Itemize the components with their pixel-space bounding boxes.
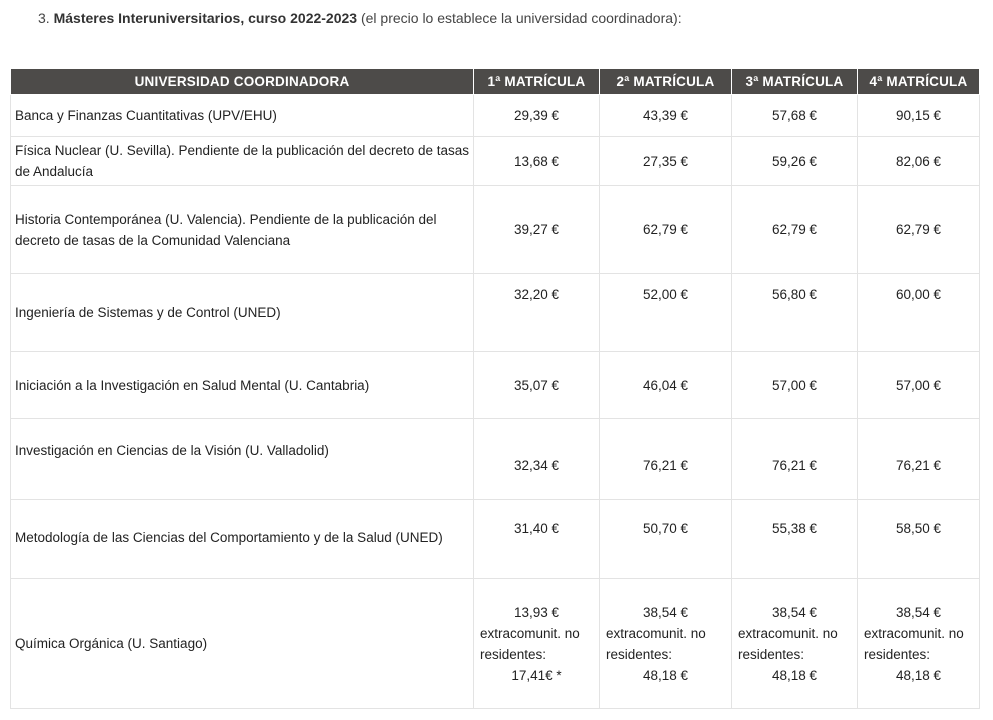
price-cell: 32,34 € xyxy=(474,419,600,500)
price-cell: 60,00 € xyxy=(858,274,980,352)
row-name: Química Orgánica (U. Santiago) xyxy=(11,579,474,709)
price-cell: 52,00 € xyxy=(600,274,732,352)
price-cell: 50,70 € xyxy=(600,500,732,579)
row-name: Física Nuclear (U. Sevilla). Pendiente de la publicación del decreto de tasas de Andalucía xyxy=(11,137,474,186)
price-extra: 48,18 € xyxy=(895,667,942,683)
table-row xyxy=(11,95,980,137)
table-row xyxy=(11,186,980,274)
price-cell: 57,68 € xyxy=(732,95,858,137)
residentes-label: residentes: xyxy=(480,646,547,662)
price-cell: 31,40 € xyxy=(474,500,600,579)
price-base: 13,93 € xyxy=(513,604,560,620)
price-base: 38,54 € xyxy=(771,604,818,620)
price-extra: 48,18 € xyxy=(642,667,689,683)
price-cell: 59,26 € xyxy=(732,137,858,186)
row-name: Iniciación a la Investigación en Salud Mental (U. Cantabria) xyxy=(11,352,474,419)
header-matricula-3: 3ª MATRÍCULA xyxy=(732,69,858,95)
price-cell-extracomunit xyxy=(858,579,980,709)
price-cell: 76,21 € xyxy=(732,419,858,500)
price-cell-extracomunit xyxy=(474,579,600,709)
table-row xyxy=(11,419,980,500)
table-row xyxy=(11,274,980,352)
price-cell: 57,00 € xyxy=(858,352,980,419)
table-row xyxy=(11,137,980,186)
header-matricula-2: 2ª MATRÍCULA xyxy=(600,69,732,95)
section-number: 3. xyxy=(38,10,50,26)
row-name: Historia Contemporánea (U. Valencia). Pendiente de la publicación del decreto de tasas de la Comunidad Valenciana xyxy=(11,186,474,274)
price-cell: 56,80 € xyxy=(732,274,858,352)
price-cell: 58,50 € xyxy=(858,500,980,579)
header-matricula-4: 4ª MATRÍCULA xyxy=(858,69,980,95)
price-cell: 43,39 € xyxy=(600,95,732,137)
extracomunit-label: extracomunit. no xyxy=(864,625,964,641)
price-cell: 55,38 € xyxy=(732,500,858,579)
price-cell: 13,68 € xyxy=(474,137,600,186)
price-cell: 90,15 € xyxy=(858,95,980,137)
price-extra: 48,18 € xyxy=(771,667,818,683)
price-cell: 29,39 € xyxy=(474,95,600,137)
section-note: (el precio lo establece la universidad coordinadora): xyxy=(360,10,682,26)
residentes-label: residentes: xyxy=(738,646,805,662)
table-row xyxy=(11,352,980,419)
fees-table xyxy=(10,68,980,709)
price-cell: 62,79 € xyxy=(858,186,980,274)
price-cell-extracomunit xyxy=(600,579,732,709)
table-header-row xyxy=(11,69,980,95)
row-name: Metodología de las Ciencias del Comportamiento y de la Salud (UNED) xyxy=(11,500,474,579)
extracomunit-label: extracomunit. no xyxy=(738,625,838,641)
table-row xyxy=(11,579,980,709)
extracomunit-label: extracomunit. no xyxy=(606,625,706,641)
row-name: Banca y Finanzas Cuantitativas (UPV/EHU) xyxy=(11,95,474,137)
price-cell: 76,21 € xyxy=(858,419,980,500)
price-cell-extracomunit xyxy=(732,579,858,709)
price-cell: 62,79 € xyxy=(732,186,858,274)
header-matricula-1: 1ª MATRÍCULA xyxy=(474,69,600,95)
price-cell: 57,00 € xyxy=(732,352,858,419)
price-cell: 32,20 € xyxy=(474,274,600,352)
section-title: Másteres Interuniversitarios, curso 2022-2023 xyxy=(53,10,358,26)
price-cell: 35,07 € xyxy=(474,352,600,419)
table-row xyxy=(11,500,980,579)
row-name: Ingeniería de Sistemas y de Control (UNED) xyxy=(11,274,474,352)
price-cell: 27,35 € xyxy=(600,137,732,186)
price-extra: 17,41€ * xyxy=(511,667,562,683)
price-cell: 46,04 € xyxy=(600,352,732,419)
extracomunit-label: extracomunit. no xyxy=(480,625,580,641)
price-cell: 82,06 € xyxy=(858,137,980,186)
residentes-label: residentes: xyxy=(606,646,673,662)
price-cell: 62,79 € xyxy=(600,186,732,274)
row-name: Investigación en Ciencias de la Visión (U. Valladolid) xyxy=(11,419,474,500)
price-cell: 39,27 € xyxy=(474,186,600,274)
header-university: UNIVERSIDAD COORDINADORA xyxy=(11,69,474,95)
price-base: 38,54 € xyxy=(642,604,689,620)
price-base: 38,54 € xyxy=(895,604,942,620)
price-cell: 76,21 € xyxy=(600,419,732,500)
residentes-label: residentes: xyxy=(864,646,931,662)
section-heading xyxy=(38,8,682,28)
